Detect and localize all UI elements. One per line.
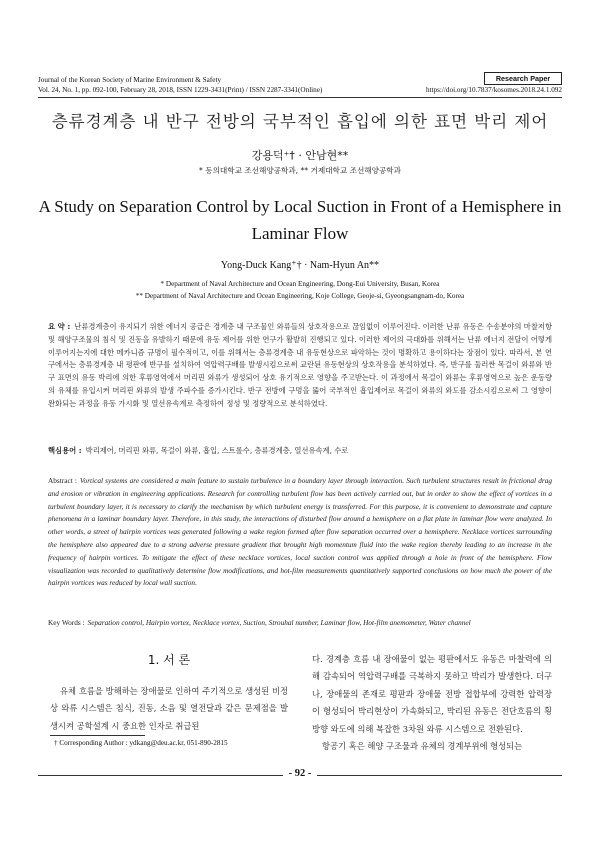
english-keywords-text: Separation control, Hairpin vortex, Necklace vortex, Suction, Strouhal number, Laminar flow, Hot-film anemometer, Water channel xyxy=(87,618,471,627)
page-number-text: - 92 - xyxy=(283,768,318,779)
english-keywords-label: Key Words : xyxy=(48,618,85,627)
korean-title: 층류경계층 내 반구 전방의 국부적인 흡입에 의한 표면 박리 제어 xyxy=(51,112,549,131)
body-paragraph: 항공기 혹은 해양 구조물과 유체의 경계부위에 형성되는 xyxy=(322,741,523,752)
korean-abstract xyxy=(48,321,552,411)
english-abstract-text: Vortical systems are considered a main feature to sustain turbulence in a boundary layer through interaction. Such turbulent structures result in frictional drag and erosion or vibration in engineering applications. Research for controlling turbulent flow has been actively carried out, but in order to show the effect of vortices in a turbulent boundary layer, it is necessary to clarify the mechanism by which turbulent energy is transferred. For this purpose, it is convenient to demonstrate and capture phenomena in a laminar boundary layer. Therefore, in this study, the interactions of disturbed flow around a hemisphere on a flat plate in laminar flow were analyzed. In other words, a street of hairpin vortices was generated following a wake region formed after flow separation occurred over a hemisphere. Necklace vortices surrounding the hemisphere also appeared due to a strong adverse pressure gradient that brought high momentum fluid into the wake region thereby leading to an increase in the frequency of hairpin vortices. To mitigate the effect of these necklace vortices, local suction control was applied through a hole in front of the hemisphere. Flow visualization was recorded to qualitatively determine flow modifications, and hot-film measurements quantitatively supported conclusions on how much the power of the hairpin vortices was reduced by local wall suction. xyxy=(48,476,552,588)
korean-abstract-text: 난류경계층이 유지되기 위한 에너지 공급은 경계층 내 구조물인 와류들의 상호작용으로 끊임없이 이루어진다. 이러한 난류 유동은 수송분야의 마찰저항 및 해양구조물의 침식 및 진동을 유발하기 때문에 유동 제어를 위한 연구가 활발히 진행되고 있다. 이러한 제어의 극대화를 위해서는 난류 에너지 전달이 어떻게 이루어지는지에 대한 메카니즘 규명이 필수적이고, 이를 위해서는 층류경계층 내 유동현상으로 파악하는 것이 명확하고 용이하다는 장점이 있다. 따라서, 본 연구에서는 층류경계층 내 평판에 반구를 설치하여 역압력구배를 발생시킴으로써 교란된 유동현상의 상호작용을 분석하였다. 즉, 반구를 둘러싼 목걸이 와류와 반구 표면의 유동 박리에 의한 후류영역에서 머리핀 와류가 생성되어 상호 유기적으로 영향을 주고받는다. 이 과정에서 목걸이 와류는 후류영역으로 높은 운동량의 유체를 유입시켜 머리핀 와류의 발생 주파수를 증가시킨다. 반구 전방에 구멍을 뚫어 국부적인 흡입제어로 목걸이 와류의 와도를 감소시킴으로써 그 영향이 완화되는 과정을 유동 가시화 및 열선유속계로 측정하여 정성 및 정량적으로 분석하였다. xyxy=(48,322,552,408)
korean-keywords-label: 핵심용어 : xyxy=(48,446,82,455)
body-text-left: 유체 흐름을 방해하는 장애물로 인하여 주기적으로 생성된 비정상 와류 시스템은 침식, 진동, 소음 및 열전달과 같은 문제점을 발생시켜 공학설계 시 중요한 인자로 취급된 xyxy=(50,686,288,731)
english-abstract-label: Abstract : xyxy=(48,476,77,485)
body-paragraph: 다. 경계층 흐름 내 장애물이 없는 평판에서도 유동은 마찰력에 의해 감속되어 역압력구배를 극복하지 못하고 박리가 발생한다. 더구나, 장애물의 존재로 평판과 장애물 전방 접합부에 강력한 압력장이 형성되어 박리현상이 가속화되고, 박리된 유동은 전단흐름의 횡방향 와도에 의해 복잡한 3차원 와류 시스템으로 전환된다. xyxy=(312,654,552,734)
korean-keywords-text: 박리제어, 머리핀 와류, 목걸이 와류, 흡입, 스트롤수, 층류경계층, 열선유속계, 수로 xyxy=(85,446,349,455)
english-title: A Study on Separation Control by Local Suction in Front of a Hemisphere in Laminar Flow xyxy=(38,197,562,243)
corresponding-author-footnote: † Corresponding Author : ydkang@deu.ac.kr, 051-890-2815 xyxy=(54,739,228,747)
volume-issue-line: Vol. 24, No. 1, pp. 092-100, February 28, 2018, ISSN 1229-3431(Print) / ISSN 2287-3341(Online) xyxy=(38,86,323,94)
header-divider xyxy=(38,97,562,98)
english-keywords xyxy=(48,618,552,627)
page-number xyxy=(0,768,600,779)
doi-link[interactable]: https://doi.org/10.7837/kosomes.2018.24.1.092 xyxy=(425,86,562,94)
english-authors: Yong-Duck Kang⁺† · Nam-Hyun An** xyxy=(220,260,380,271)
korean-abstract-label: 요 약 : xyxy=(48,322,71,331)
article-type-badge: Research Paper xyxy=(484,72,562,85)
body-text-right xyxy=(312,651,552,755)
korean-affiliations: * 동의대학교 조선해양공학과, ** 거제대학교 조선해양공학과 xyxy=(199,166,401,175)
korean-keywords xyxy=(48,446,552,456)
korean-authors: 강용덕⁺† · 안남현** xyxy=(251,149,349,162)
english-affiliation-1: * Department of Naval Architecture and Ocean Engineering, Dong-Eui University, Busan, Korea xyxy=(160,280,440,288)
section-heading-introduction: 1. 서 론 xyxy=(147,653,191,667)
journal-name: Journal of the Korean Society of Marine Environment & Safety xyxy=(38,76,222,84)
english-affiliation-2: ** Department of Naval Architecture and Ocean Engineering, Koje College, Geoje-si, Gyeongsangnam-do, Korea xyxy=(135,292,465,300)
footnote-divider xyxy=(50,735,145,736)
english-abstract xyxy=(48,475,552,590)
